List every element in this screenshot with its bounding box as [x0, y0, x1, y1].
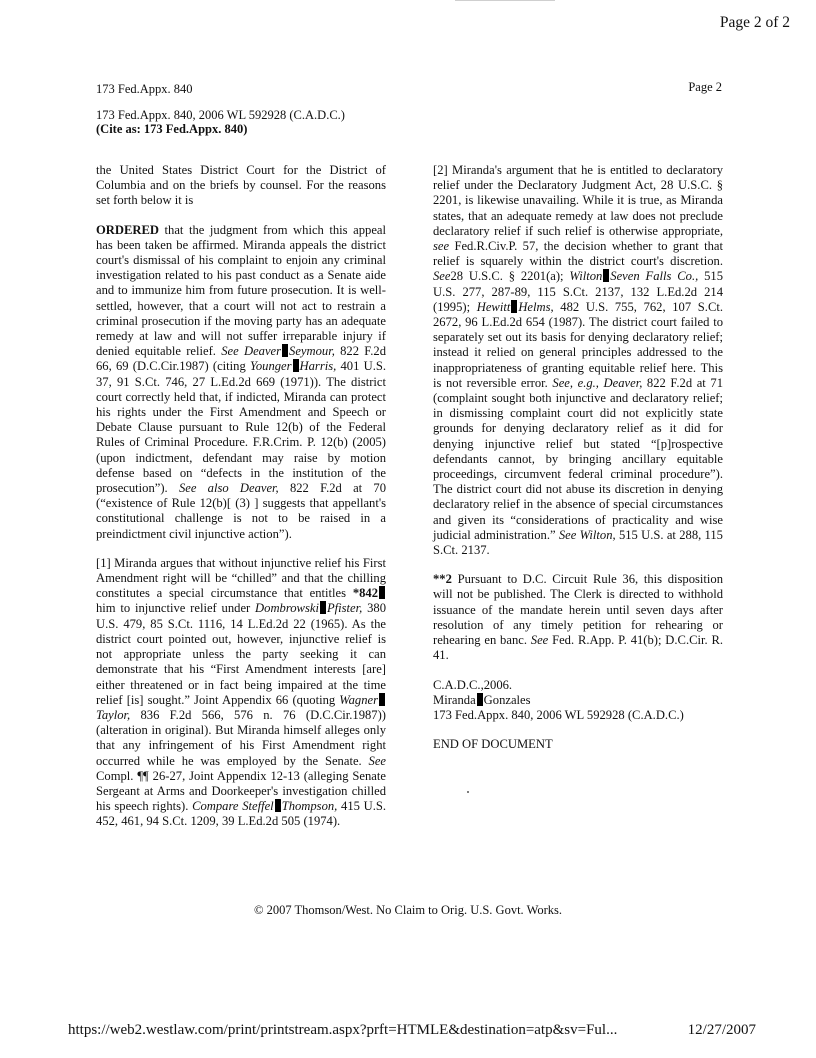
top-hairline	[455, 0, 555, 1]
text-run: that the judgment from which this appeal has been taken be affirmed. Miranda appeals the district court's dismissal of his complaint to enjoin any criminal investigation related to his past conduct as a Senate aide and to immunize him from future prosecution. It is well-settled, however, that a court will not act to restrain a criminal prosecution if the moving party has an adequate remedy at law and will not suffer irreparable injury if denied equitable relief.	[96, 222, 386, 359]
case-party: Seymour,	[289, 344, 335, 359]
text-run: 515 U.S. at 288, 115 S.Ct. 2137.	[433, 527, 723, 558]
text-run: 822 F.2d at 70 (“existence of Rule 12(b)[ (3) ] suggests that appellant's constitutional challenge is not to be raised in a preindictment civil injunctive action”).	[96, 481, 386, 541]
stray-mark	[467, 791, 469, 793]
star-page: *842	[352, 586, 378, 601]
disposition-paragraph	[433, 572, 723, 663]
page-indicator: Page 2 of 2	[719, 14, 790, 31]
copyright-footer: © 2007 Thomson/West. No Claim to Orig. U.S. Govt. Works.	[253, 903, 563, 917]
text-run: him to injunctive relief under	[96, 601, 256, 616]
intro-paragraph	[96, 163, 386, 209]
signal-see: See Wilton,	[558, 527, 616, 542]
redaction-mark	[282, 344, 288, 357]
case-party: Thompson,	[281, 799, 338, 814]
signal-compare: Compare Steffel	[192, 799, 274, 814]
case-caption	[433, 693, 723, 708]
redaction-mark	[379, 693, 385, 706]
text-run: 415 U.S. 452, 461, 94 S.Ct. 1209, 39 L.Ed.2d 505 (1974).	[96, 799, 387, 829]
text-run: 822 F.2d at 71 (complaint sought both injunctive and declaratory relief; in dismissing complaint court did not explicitly state grounds for denying declaratory relief as it did for denying injunctive relief but stated “[p]rospective defendants cannot, by bringing ancillary equitable proceedings, circumvent federal criminal procedure”). The district court did not abuse its discretion in denying declaratory relief in the absence of special circumstances and given its “considerations of practicality and wise judicial administration.”	[433, 375, 723, 542]
intro-text: the United States District Court for the District of Columbia and on the briefs by counsel. For the reasons set forth below it is	[96, 163, 386, 208]
left-column	[96, 163, 386, 844]
text-run: Compl. ¶¶ 26-27, Joint Appendix 12-13 (alleging Senate Sergeant at Arms and Doorkeeper's investigation chilled his speech rights).	[96, 768, 386, 814]
caption-party: Gonzales	[483, 692, 531, 707]
ordered-label: ORDERED	[96, 222, 159, 237]
case-party: Hewitt	[476, 299, 511, 314]
citation-line: 173 Fed.Appx. 840, 2006 WL 592928 (C.A.D.C.)	[96, 108, 345, 122]
reporter-header: 173 Fed.Appx. 840	[96, 82, 193, 96]
case-party: Helms,	[518, 299, 554, 314]
text-run: 380 U.S. 479, 85 S.Ct. 1116, 14 L.Ed.2d 22 (1965). As the district court pointed out, however, injunctive relief is not appropriate unless the party seeking it can demonstrate that his “First Amendment interests [are] either threatened or in fact being impaired at the time relief [is] sought.” Joint Appendix 66 (quoting	[96, 601, 386, 707]
redaction-mark	[511, 300, 517, 313]
signal-see: see	[433, 239, 450, 254]
signal-see-eg: See, e.g., Deaver,	[552, 375, 643, 390]
caption-citation: 173 Fed.Appx. 840, 2006 WL 592928 (C.A.D.C.)	[433, 707, 684, 722]
signal-see: See	[368, 753, 386, 768]
signal-see-also: See also Deaver,	[178, 481, 279, 496]
case-party: Pfister,	[326, 601, 363, 616]
redaction-mark	[477, 693, 483, 706]
case-party: Taylor,	[96, 707, 131, 722]
text-run: [1] Miranda argues that without injunctive relief his First Amendment right will be “chilled” and that the chilling constitutes a special circumstance that entitles	[96, 555, 386, 601]
star-page: **2	[433, 572, 452, 587]
print-url: https://web2.westlaw.com/print/printstream.aspx?prft=HTMLE&destination=atp&sv=Ful...	[68, 1022, 618, 1038]
signal-see: See	[221, 344, 239, 359]
case-party: Harris,	[299, 359, 337, 374]
text-run: 28 U.S.C. § 2201(a);	[450, 269, 570, 284]
signal-see: See	[433, 269, 451, 284]
text-run: 836 F.2d 566, 576 n. 76 (D.C.Cir.1987)) (alteration in original). But Miranda himself alleges only that any infringement of his First Amendment right occurred while he was employed by the Senate.	[96, 707, 386, 768]
caption-party: Miranda	[433, 692, 476, 707]
redaction-mark	[379, 586, 385, 599]
end-of-document: END OF DOCUMENT	[433, 737, 553, 752]
text-run: [2] Miranda's argument that he is entitled to declaratory relief under the Declaratory Judgment Act, 28 U.S.C. § 2201, is likewise unavailing. While it is true, as Miranda states, that an adequate remedy at law does not preclude declaratory relief if such relief is otherwise appropriate,	[433, 163, 723, 238]
text-run: 822 F.2d 66, 69 (D.C.Cir.1987) (citing	[96, 344, 386, 374]
text-run: Fed. R.App. P. 41(b); D.C.Cir. R. 41.	[433, 633, 723, 663]
right-column	[433, 163, 723, 752]
case-party: Seven Falls Co.,	[610, 269, 699, 284]
cite-as-line: (Cite as: 173 Fed.Appx. 840)	[96, 122, 248, 136]
case-party: Wagner	[339, 692, 378, 707]
court-year: C.A.D.C.,2006.	[433, 677, 513, 692]
redaction-mark	[275, 799, 281, 812]
page-label: Page 2	[688, 80, 722, 94]
headnote-2-paragraph	[433, 163, 723, 558]
text-run: 401 U.S. 37, 91 S.Ct. 746, 27 L.Ed.2d 669 (1971)). The district court correctly held that, if indicted, Miranda can protect his rights under the First Amendment and Speech or Debate Clause pursuant to Rule 12(b) of the Federal Rules of Criminal Procedure. F.R.Crim. P. 12(b) (2005) (upon indictment, defendant may raise by motion defense based on “defects in the institution of the prosecution”).	[96, 359, 386, 496]
print-date: 12/27/2007	[687, 1022, 756, 1038]
text-run: Fed.R.Civ.P. 57, the decision whether to grant that relief is squarely within the district court's discretion.	[433, 239, 723, 269]
case-party: Deaver	[243, 344, 282, 359]
redaction-mark	[320, 601, 326, 614]
text-run: 515 U.S. 277, 287-89, 115 S.Ct. 2137, 132 L.Ed.2d 214 (1995);	[433, 269, 723, 314]
redaction-mark	[293, 359, 299, 372]
text-run: Pursuant to D.C. Circuit Rule 36, this disposition will not be published. The Clerk is directed to withhold issuance of the mandate herein until seven days after resolution of any timely petition for rehearing or rehearing en banc.	[433, 572, 723, 648]
headnote-1-paragraph	[96, 556, 386, 830]
case-party: Younger	[250, 359, 292, 374]
case-party: Dombrowski	[255, 601, 319, 616]
text-run: 482 U.S. 755, 762, 107 S.Ct. 2672, 96 L.Ed.2d 654 (1987). The district court failed to separately set out its basis for denying declaratory relief; instead it relied on general principles addressed to the inappropriateness of granting equitable relief here. This is not reversible error.	[433, 299, 723, 390]
ordered-paragraph	[96, 223, 386, 542]
case-caption-block	[433, 678, 723, 753]
case-party: Wilton	[569, 269, 603, 284]
redaction-mark	[603, 269, 609, 282]
signal-see: See	[530, 633, 549, 648]
